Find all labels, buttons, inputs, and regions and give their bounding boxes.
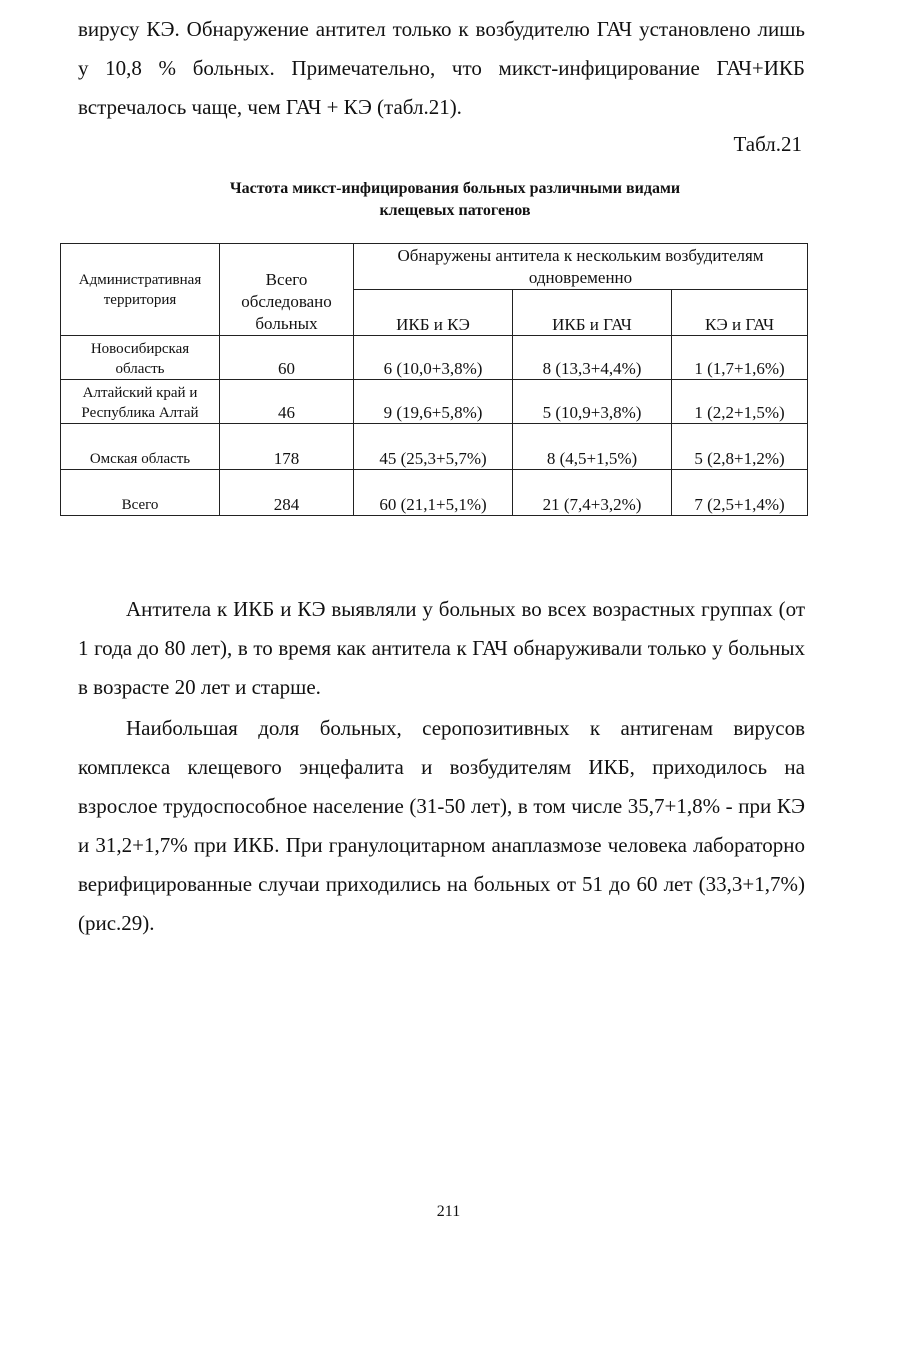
cell-region: Всего (61, 470, 220, 516)
table-row (61, 336, 808, 380)
cell-ikb-ke: 45 (25,3+5,7%) (354, 424, 513, 470)
table-title-line1: Частота микст-инфицирования больных различными видами (229, 180, 681, 197)
table-number: Табл.21 (733, 132, 802, 156)
header-total: Всего обследовано больных (220, 244, 354, 336)
cell-ke-gach: 7 (2,5+1,4%) (672, 470, 808, 516)
cell-region: Новосибирская область (61, 336, 220, 380)
table-row (61, 470, 808, 516)
cell-ikb-ke: 9 (19,6+5,8%) (354, 380, 513, 424)
header-ikb-ke: ИКБ и КЭ (354, 290, 513, 336)
cell-ke-gach: 5 (2,8+1,2%) (672, 424, 808, 470)
cell-ikb-gach: 5 (10,9+3,8%) (513, 380, 672, 424)
cell-ikb-gach: 8 (4,5+1,5%) (513, 424, 672, 470)
header-ikb-gach: ИКБ и ГАЧ (513, 290, 672, 336)
cell-ke-gach: 1 (1,7+1,6%) (672, 336, 808, 380)
cell-ke-gach: 1 (2,2+1,5%) (672, 380, 808, 424)
cell-ikb-gach: 8 (13,3+4,4%) (513, 336, 672, 380)
cell-total: 60 (220, 336, 354, 380)
cell-region: Алтайский край и Республика Алтай (61, 380, 220, 424)
paragraph-working-age: Наибольшая доля больных, серопозитивных к антигенам вирусов комплекса клещевого энцефалита и возбудителям ИКБ, приходилось на взрослое трудоспособное население (31-50 лет), в том числе 35,7+1,8% - при КЭ и 31,2+1,7% при ИКБ. При гранулоцитарном анаплазмозе человека лабораторно верифицированные случаи приходились на больных от 51 до 60 лет (33,3+1,7%) (рис.29). (78, 716, 805, 935)
cell-total: 178 (220, 424, 354, 470)
cell-total: 46 (220, 380, 354, 424)
header-group: Обнаружены антитела к нескольким возбудителям одновременно (354, 244, 808, 290)
header-territory: Административная территория (61, 244, 220, 336)
paragraph-age-groups: Антитела к ИКБ и КЭ выявляли у больных во всех возрастных группах (от 1 года до 80 лет), в то время как антитела к ГАЧ обнаруживали только у больных в возрасте 20 лет и старше. (78, 597, 805, 699)
table-title-line2: клещевых патогенов (379, 202, 531, 219)
table-row (61, 424, 808, 470)
table-title (60, 178, 850, 222)
intro-paragraph: вирусу КЭ. Обнаружение антител только к возбудителю ГАЧ установлено лишь у 10,8 % больных. Примечательно, что микст-инфицирование ГАЧ+ИКБ встречалось чаще, чем ГАЧ + КЭ (табл.21). (78, 17, 805, 119)
page-number: 211 (436, 1203, 461, 1220)
header-ke-gach: КЭ и ГАЧ (672, 290, 808, 336)
cell-ikb-gach: 21 (7,4+3,2%) (513, 470, 672, 516)
cell-ikb-ke: 60 (21,1+5,1%) (354, 470, 513, 516)
cell-ikb-ke: 6 (10,0+3,8%) (354, 336, 513, 380)
cell-region: Омская область (61, 424, 220, 470)
cell-total: 284 (220, 470, 354, 516)
table-row (61, 380, 808, 424)
mixed-infection-table (60, 243, 808, 516)
